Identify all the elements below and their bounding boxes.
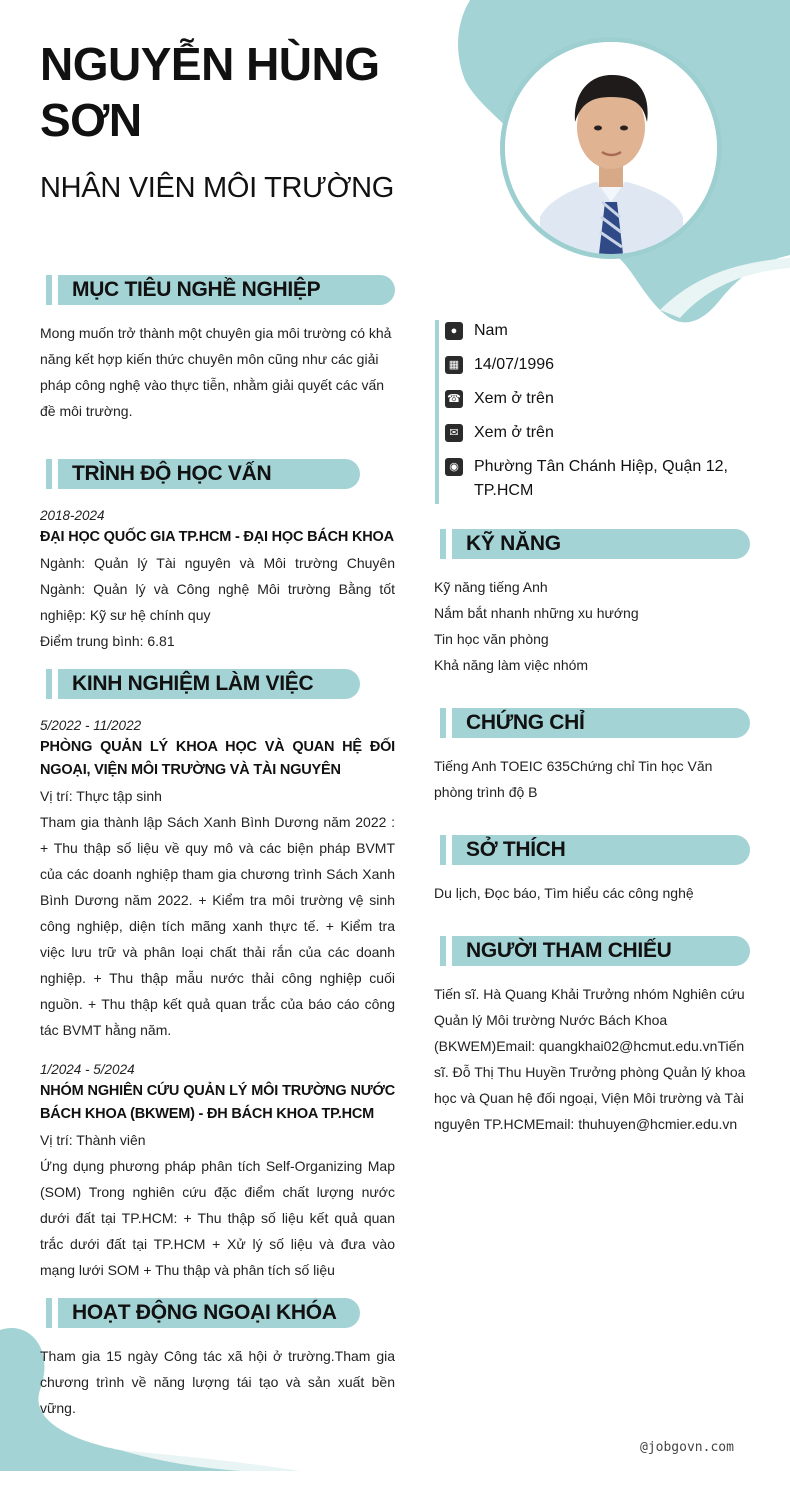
references-heading: [440, 936, 750, 966]
phone-value: Xem ở trên: [474, 390, 554, 407]
skill-item: Kỹ năng tiếng Anh: [434, 579, 548, 595]
education-school: ĐẠI HỌC QUỐC GIA TP.HCM - ĐẠI HỌC BÁCH KHOA: [40, 529, 394, 545]
objective-title: MỤC TIÊU NGHỀ NGHIỆP: [72, 278, 321, 301]
activities-text: Tham gia 15 ngày Công tác xã hội ở trường.Tham gia chương trình về năng lượng tái tạo và sản xuất bền vững.: [40, 1348, 395, 1416]
experience-heading: [46, 669, 360, 699]
activities-heading: [46, 1298, 360, 1328]
hobbies-text: Du lịch, Đọc báo, Tìm hiểu các công nghệ: [434, 885, 694, 901]
experience-1-date: 5/2022 - 11/2022: [40, 718, 142, 733]
experience-1-org: PHÒNG QUẢN LÝ KHOA HỌC VÀ QUAN HỆ ĐỐI NGOẠI, VIỆN MÔI TRƯỜNG VÀ TÀI NGUYÊN: [40, 739, 395, 778]
skills-title: KỸ NĂNG: [466, 532, 561, 555]
references-title: NGƯỜI THAM CHIẾU: [466, 939, 672, 962]
address-value: Phường Tân Chánh Hiệp, Quận 12, TP.HCM: [474, 458, 728, 499]
objective-text: Mong muốn trở thành một chuyên gia môi trường có khả năng kết hợp kiến thức chuyên môn cũng như các giải pháp công nghệ vào thực tiễn, nhằm giải quyết các vấn đề môi trường.: [40, 325, 392, 419]
location-icon: ◉: [445, 458, 463, 476]
skills-list: [434, 574, 754, 678]
references-text: Tiến sĩ. Hà Quang Khải Trưởng nhóm Nghiên cứu Quản lý Môi trường Nước Bách Khoa (BKWEM)Email: quangkhai02@hcmut.edu.vnTiến sĩ. Đỗ Thị Thu Huyền Trưởng phòng Quản lý khoa học và Quan hệ đối ngoại, Viện Môi trường và Tài nguyên TP.HCMEmail: thuhuyen@hcmier.edu.vn: [434, 986, 746, 1132]
hobbies-heading: [440, 835, 750, 865]
experience-2-org: NHÓM NGHIÊN CỨU QUẢN LÝ MÔI TRƯỜNG NƯỚC BÁCH KHOA (BKWEM) - ĐH BÁCH KHOA TP.HCM: [40, 1083, 395, 1122]
skill-item: Tin học văn phòng: [434, 631, 549, 647]
job-title: NHÂN VIÊN MÔI TRƯỜNG: [40, 172, 395, 204]
education-gpa: Điểm trung bình: 6.81: [40, 633, 175, 649]
gender-value: Nam: [474, 322, 508, 339]
birthday-value: 14/07/1996: [474, 356, 555, 373]
person-icon: ●: [445, 322, 463, 340]
phone-icon: ☎: [445, 390, 463, 408]
candidate-name: NGUYỄN HÙNG SƠN: [40, 38, 380, 146]
experience-2-date: 1/2024 - 5/2024: [40, 1062, 135, 1077]
mail-icon: ✉: [445, 424, 463, 442]
certificates-title: CHỨNG CHỈ: [466, 711, 585, 734]
certificates-heading: [440, 708, 750, 738]
skills-heading: [440, 529, 750, 559]
hobbies-title: SỞ THÍCH: [466, 838, 566, 861]
avatar-icon: [505, 42, 717, 254]
experience-2-position: Vị trí: Thành viên: [40, 1132, 146, 1148]
education-title: TRÌNH ĐỘ HỌC VẤN: [72, 462, 272, 485]
education-heading: [46, 459, 360, 489]
activities-title: HOẠT ĐỘNG NGOẠI KHÓA: [72, 1301, 337, 1324]
watermark: @jobgovn.com: [640, 1440, 734, 1455]
objective-heading: [46, 275, 395, 305]
email-value: Xem ở trên: [474, 424, 554, 441]
education-date: 2018-2024: [40, 508, 105, 523]
education-detail: Ngành: Quản lý Tài nguyên và Môi trường Chuyên Ngành: Quản lý và Công nghệ Môi trường Bằng tốt nghiệp: Kỹ sư hệ chính quy: [40, 555, 395, 623]
experience-2-desc: Ứng dụng phương pháp phân tích Self-Organizing Map (SOM) Trong nghiên cứu đặc điểm chất lượng nước dưới đất tại TP.HCM: + Thu thập số liệu kết quả quan trắc dưới đất tại TP.HCM + Xử lý số liệu và đưa vào mạng lưới SOM + Thu thập và phân tích số liệu: [40, 1158, 395, 1278]
profile-photo: [505, 42, 717, 254]
experience-1-position: Vị trí: Thực tập sinh: [40, 788, 162, 804]
skill-item: Nắm bắt nhanh những xu hướng: [434, 605, 639, 621]
personal-info-bar: [435, 320, 439, 504]
experience-title: KINH NGHIỆM LÀM VIỆC: [72, 672, 314, 695]
experience-1-desc: Tham gia thành lập Sách Xanh Bình Dương năm 2022 : + Thu thập số liệu về quy mô và các biện pháp BVMT của các doanh nghiệp tham gia chương trình Sách Xanh Bình Dương năm 2022. + Kiểm tra môi trường vệ sinh công nghiệp, diện tích mãng xanh thực tế. + Kiểm tra việc lưu trữ và phân loại chất thải rắn của các doanh nghiệp. + Thu thập mẫu nước thải công nghiệp cuối nguồn. + Thu thập kết quả quan trắc của báo cáo công tác BVMT hằng năm.: [40, 814, 395, 1038]
calendar-icon: ▦: [445, 356, 463, 374]
skill-item: Khả năng làm việc nhóm: [434, 657, 589, 673]
certificates-text: Tiếng Anh TOEIC 635Chứng chỉ Tin học Văn phòng trình độ B: [434, 758, 713, 800]
